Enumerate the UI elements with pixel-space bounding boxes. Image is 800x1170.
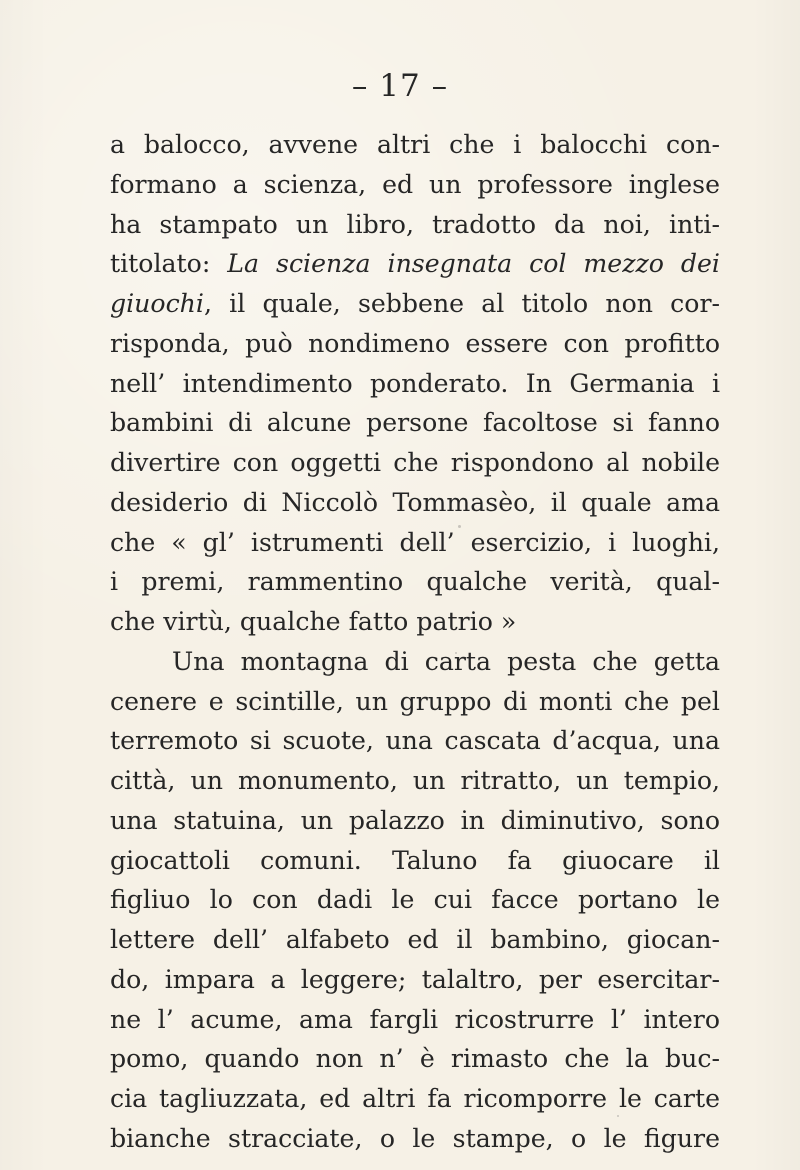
text-line xyxy=(110,880,720,920)
line-text: ha stampato un libro, tradotto da noi, inti- xyxy=(110,209,720,239)
line-text: una statuina, un palazzo in diminutivo, sono xyxy=(110,805,720,835)
body-text xyxy=(110,125,720,1159)
text-line xyxy=(110,1039,720,1079)
paper-speck xyxy=(458,525,461,528)
text-line xyxy=(110,165,720,205)
line-text: cia tagliuzzata, ed altri fa ricomporre le carte xyxy=(110,1084,720,1113)
text-line xyxy=(110,721,720,761)
line-text: bambini di alcune persone facoltose si fanno xyxy=(110,408,720,438)
text-line xyxy=(110,205,720,245)
line-text: formano a scienza, ed un professore inglese xyxy=(110,169,720,199)
line-text: bianche stracciate, o le stampe, o le figure xyxy=(110,1123,720,1153)
text-line xyxy=(110,523,720,563)
text-line xyxy=(110,1079,720,1119)
text-line xyxy=(110,841,720,881)
text-line xyxy=(110,801,720,841)
line-text: che virtù, qualche fatto patrio » xyxy=(110,607,517,636)
line-text: terremoto si scuote, una cascata d’acqua, una xyxy=(110,726,720,756)
line-text: città, un monumento, un ritratto, un tempio, xyxy=(110,766,720,795)
line-text: titolato: xyxy=(110,249,228,279)
line-text: i premi, rammentino qualche verità, qual- xyxy=(110,567,720,597)
text-line xyxy=(110,284,720,324)
page-number: – 17 – xyxy=(351,68,449,104)
text-line xyxy=(110,642,720,682)
text-line xyxy=(110,920,720,960)
text-line xyxy=(110,364,720,404)
text-line xyxy=(110,562,720,602)
line-text: Una montagna di carta pesta che getta xyxy=(172,646,720,676)
line-text: a balocco, avvene altri che i balocchi con- xyxy=(110,130,720,159)
line-text: lettere dell’ alfabeto ed il bambino, giocan- xyxy=(110,925,720,954)
line-text: figliuo lo con dadi le cui facce portano le xyxy=(110,885,720,915)
line-text: cenere e scintille, un gruppo di monti che pel xyxy=(110,686,720,716)
text-line xyxy=(110,1119,720,1159)
line-text: divertire con oggetti che rispondono al nobile xyxy=(110,448,720,477)
line-text: che « gl’ istrumenti dell’ esercizio, i luoghi, xyxy=(110,527,720,557)
text-line xyxy=(110,960,720,1000)
text-line xyxy=(110,761,720,801)
text-line xyxy=(110,244,720,284)
line-text: risponda, può nondimeno essere con profitto xyxy=(110,328,720,358)
text-line xyxy=(110,324,720,364)
line-text: desiderio di Niccolò Tommasèo, il quale ama xyxy=(110,487,720,517)
italic-title-text: giuochi xyxy=(110,289,204,318)
text-line xyxy=(110,682,720,722)
line-text: do, impara a leggere; talaltro, per esercitar- xyxy=(110,964,720,994)
text-line xyxy=(110,483,720,523)
text-line xyxy=(110,403,720,443)
paper-speck xyxy=(455,652,457,654)
line-text: pomo, quando non n’ è rimasto che la buc- xyxy=(110,1044,720,1074)
text-line xyxy=(110,1000,720,1040)
text-line xyxy=(110,443,720,483)
line-text: , il quale, sebbene al titolo non cor- xyxy=(203,289,720,318)
text-line xyxy=(110,125,720,165)
line-text: ne l’ acume, ama fargli ricostrurre l’ intero xyxy=(110,1004,720,1034)
paper-speck xyxy=(617,1115,619,1117)
line-text: nell’ intendimento ponderato. In Germania i xyxy=(110,368,720,398)
line-text: giocattoli comuni. Taluno fa giuocare il xyxy=(110,845,720,875)
text-line xyxy=(110,602,720,642)
italic-title-text: La scienza insegnata col mezzo dei xyxy=(227,249,720,279)
